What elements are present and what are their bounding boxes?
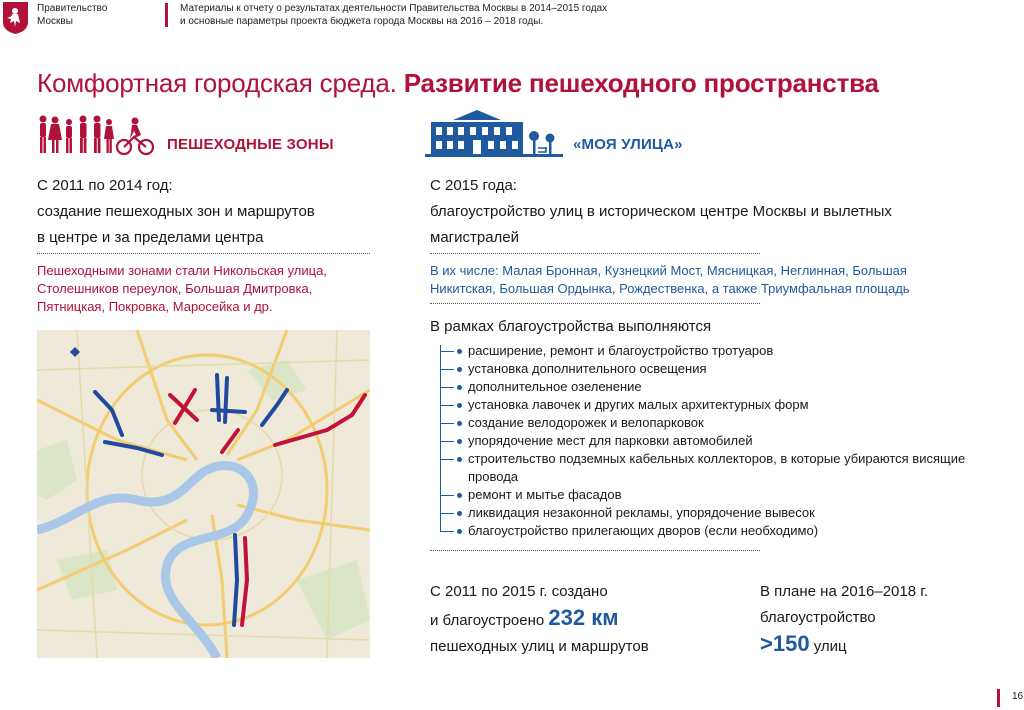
right-note-line-2: Никитская, Большая Ордынка, Рождественка, а также Триумфальная площадь — [430, 281, 910, 296]
list-item: ликвидация незаконной рекламы, упорядочение вывесок — [430, 504, 990, 522]
stat1-line-2: и благоустроено 232 км — [430, 605, 619, 630]
right-note-line-1: В их числе: Малая Бронная, Кузнецкий Мост, Мясницкая, Неглинная, Большая — [430, 263, 907, 278]
bullet-icon — [457, 385, 462, 390]
page-number: 16 — [1012, 691, 1024, 702]
bullet-icon — [457, 493, 462, 498]
report-desc-line-2: и основные параметры проекта бюджета города Москвы на 2016 – 2018 годы. — [180, 16, 544, 27]
bullet-icon — [457, 439, 462, 444]
left-note-line-1: Пешеходными зонами стали Никольская улица, — [37, 263, 327, 278]
right-note — [430, 262, 990, 298]
stat2-line-2: благоустройство — [760, 609, 876, 626]
page-title-bold: Развитие пешеходного пространства — [403, 68, 879, 98]
building-icon — [425, 108, 563, 158]
page-number-divider — [997, 689, 1000, 707]
stat-built-streets — [430, 579, 750, 660]
stat1-value: 232 км — [548, 605, 619, 630]
right-dotted-divider-top — [430, 253, 760, 254]
stat1-line-3: пешеходных улиц и маршрутов — [430, 638, 649, 655]
bullet-icon — [457, 367, 462, 372]
stat2-line-1: В плане на 2016–2018 г. — [760, 583, 929, 600]
works-list-heading: В рамках благоустройства выполняются — [430, 318, 712, 335]
moscow-coat-of-arms-logo — [3, 2, 28, 34]
stat-planned-streets — [760, 579, 1010, 660]
bullet-icon — [457, 403, 462, 408]
my-street-heading: «МОЯ УЛИЦА» — [573, 136, 683, 153]
bullet-icon — [457, 349, 462, 354]
bullet-icon — [457, 421, 462, 426]
page-title — [37, 68, 879, 99]
list-item: установка дополнительного освещения — [430, 360, 990, 378]
left-note — [37, 262, 382, 316]
bullet-icon — [457, 457, 462, 462]
left-intro-line-3: в центре и за пределами центра — [37, 229, 264, 246]
header-divider — [165, 3, 168, 27]
report-description — [180, 2, 607, 28]
list-item: установка лавочек и других малых архитектурных форм — [430, 396, 990, 414]
left-note-line-2: Столешников переулок, Большая Дмитровка, — [37, 281, 313, 296]
right-intro-line-3: магистралей — [430, 229, 520, 246]
list-item: строительство подземных кабельных коллекторов, в которые убираются висящие провода — [430, 450, 990, 486]
list-item: создание велодорожек и велопарковок — [430, 414, 990, 432]
right-dotted-divider-mid — [430, 303, 760, 304]
moscow-map — [37, 330, 370, 658]
pedestrians-icon — [37, 113, 155, 157]
works-list — [430, 342, 990, 540]
pedestrian-zones-heading: ПЕШЕХОДНЫЕ ЗОНЫ — [167, 136, 334, 153]
left-intro-line-2: создание пешеходных зон и маршрутов — [37, 203, 315, 220]
left-note-line-3: Пятницкая, Покровка, Маросейка и др. — [37, 299, 273, 314]
org-line-1: Правительство — [37, 3, 108, 14]
bullet-icon — [457, 511, 462, 516]
stat2-line-3: >150 улиц — [760, 631, 847, 656]
right-dotted-divider-bottom — [430, 550, 760, 551]
left-intro-line-1: С 2011 по 2014 год: — [37, 177, 173, 194]
list-item: благоустройство прилегающих дворов (если необходимо) — [430, 522, 990, 540]
stat1-line-1: С 2011 по 2015 г. создано — [430, 583, 608, 600]
org-line-2: Москвы — [37, 16, 73, 27]
org-name — [37, 2, 107, 28]
list-item: расширение, ремонт и благоустройство тротуаров — [430, 342, 990, 360]
list-item: дополнительное озеленение — [430, 378, 990, 396]
left-dotted-divider — [37, 253, 370, 254]
right-intro-line-1: С 2015 года: — [430, 177, 517, 194]
bullet-icon — [457, 529, 462, 534]
right-intro — [430, 173, 990, 251]
page-title-regular: Комфортная городская среда. — [37, 68, 404, 98]
list-item: упорядочение мест для парковки автомобилей — [430, 432, 990, 450]
stat2-value: >150 — [760, 631, 810, 656]
right-intro-line-2: благоустройство улиц в историческом центре Москвы и вылетных — [430, 203, 892, 220]
left-intro — [37, 173, 397, 251]
report-desc-line-1: Материалы к отчету о результатах деятельности Правительства Москвы в 2014–2015 годах — [180, 3, 608, 14]
list-item: ремонт и мытье фасадов — [430, 486, 990, 504]
